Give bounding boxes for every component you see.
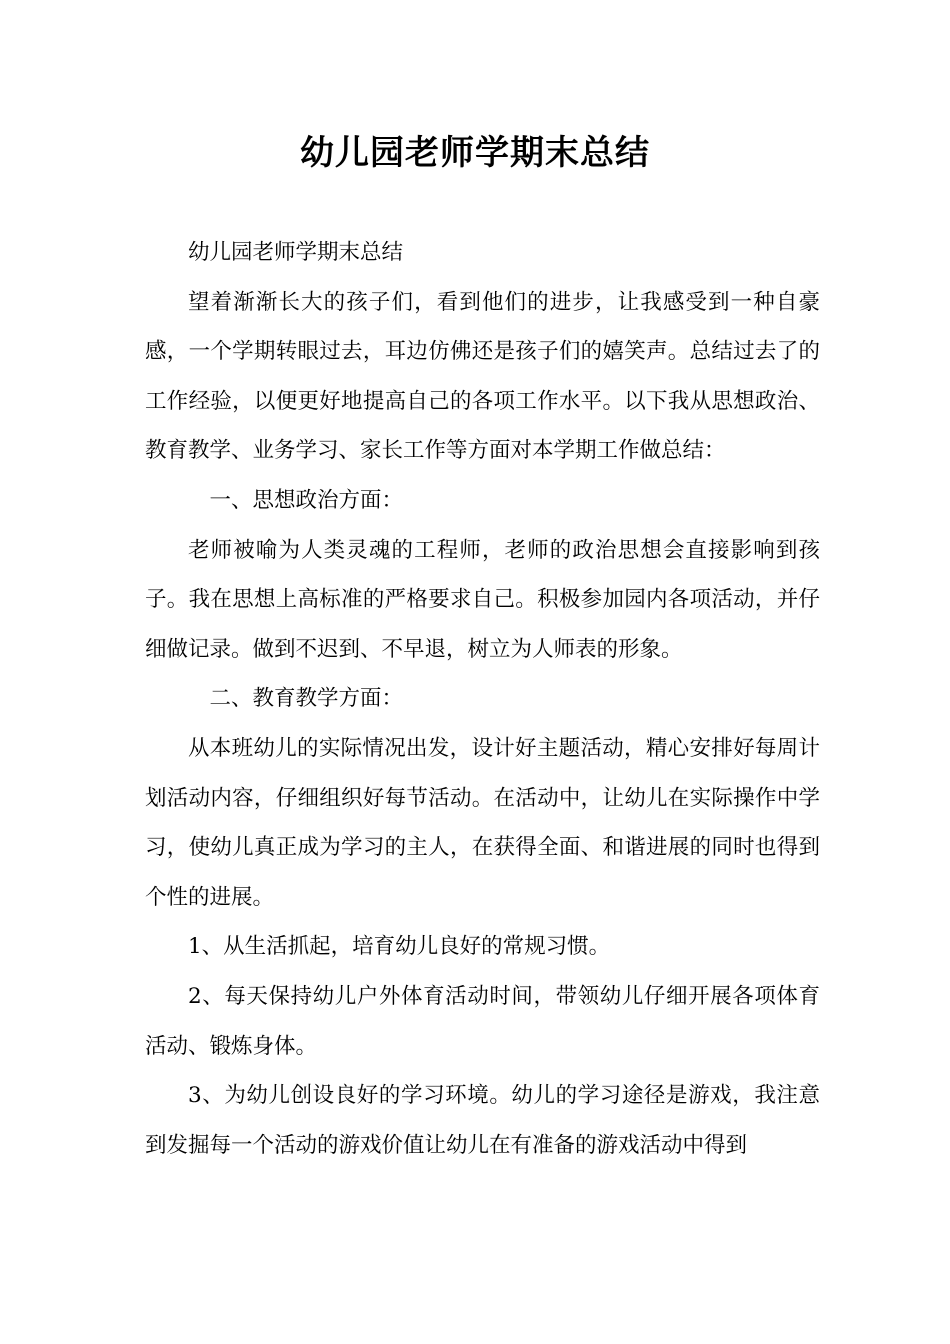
section-heading-teaching: 二、教育教学方面： bbox=[209, 686, 404, 712]
list-item: 3、为幼儿创设良好的学习环境。幼儿的学习途径是游戏，我注意到发掘每一个活动的游戏价值让幼儿在有准备的游戏活动中得到 bbox=[145, 1083, 820, 1158]
intro-paragraph: 望着渐渐长大的孩子们，看到他们的进步，让我感受到一种自豪感，一个学期转眼过去，耳边仿佛还是孩子们的嬉笑声。总结过去了的工作经验，以便更好地提高自己的各项工作水平。以下我从思想政治、教育教学、业务学习、家长工作等方面对本学期工作做总结： bbox=[145, 289, 820, 464]
document-body bbox=[145, 228, 820, 1170]
document-title: 幼儿园老师学期末总结 bbox=[300, 133, 650, 173]
list-item: 1、从生活抓起，培育幼儿良好的常规习惯。 bbox=[188, 934, 611, 960]
list-item: 2、每天保持幼儿户外体育活动时间，带领幼儿仔细开展各项体育活动、锻炼身体。 bbox=[145, 983, 820, 1059]
section-paragraph-politics: 老师被喻为人类灵魂的工程师，老师的政治思想会直接影响到孩子。我在思想上高标准的严格要求自己。积极参加园内各项活动，并仔细做记录。做到不迟到、不早退，树立为人师表的形象。 bbox=[145, 537, 820, 662]
subtitle-paragraph: 幼儿园老师学期末总结 bbox=[188, 240, 404, 265]
section-heading-politics: 一、思想政治方面： bbox=[209, 487, 404, 513]
section-paragraph-teaching: 从本班幼儿的实际情况出发，设计好主题活动，精心安排好每周计划活动内容，仔细组织好每节活动。在活动中，让幼儿在实际操作中学习，使幼儿真正成为学习的主人，在获得全面、和谐进展的同时也得到个性的进展。 bbox=[145, 735, 820, 910]
